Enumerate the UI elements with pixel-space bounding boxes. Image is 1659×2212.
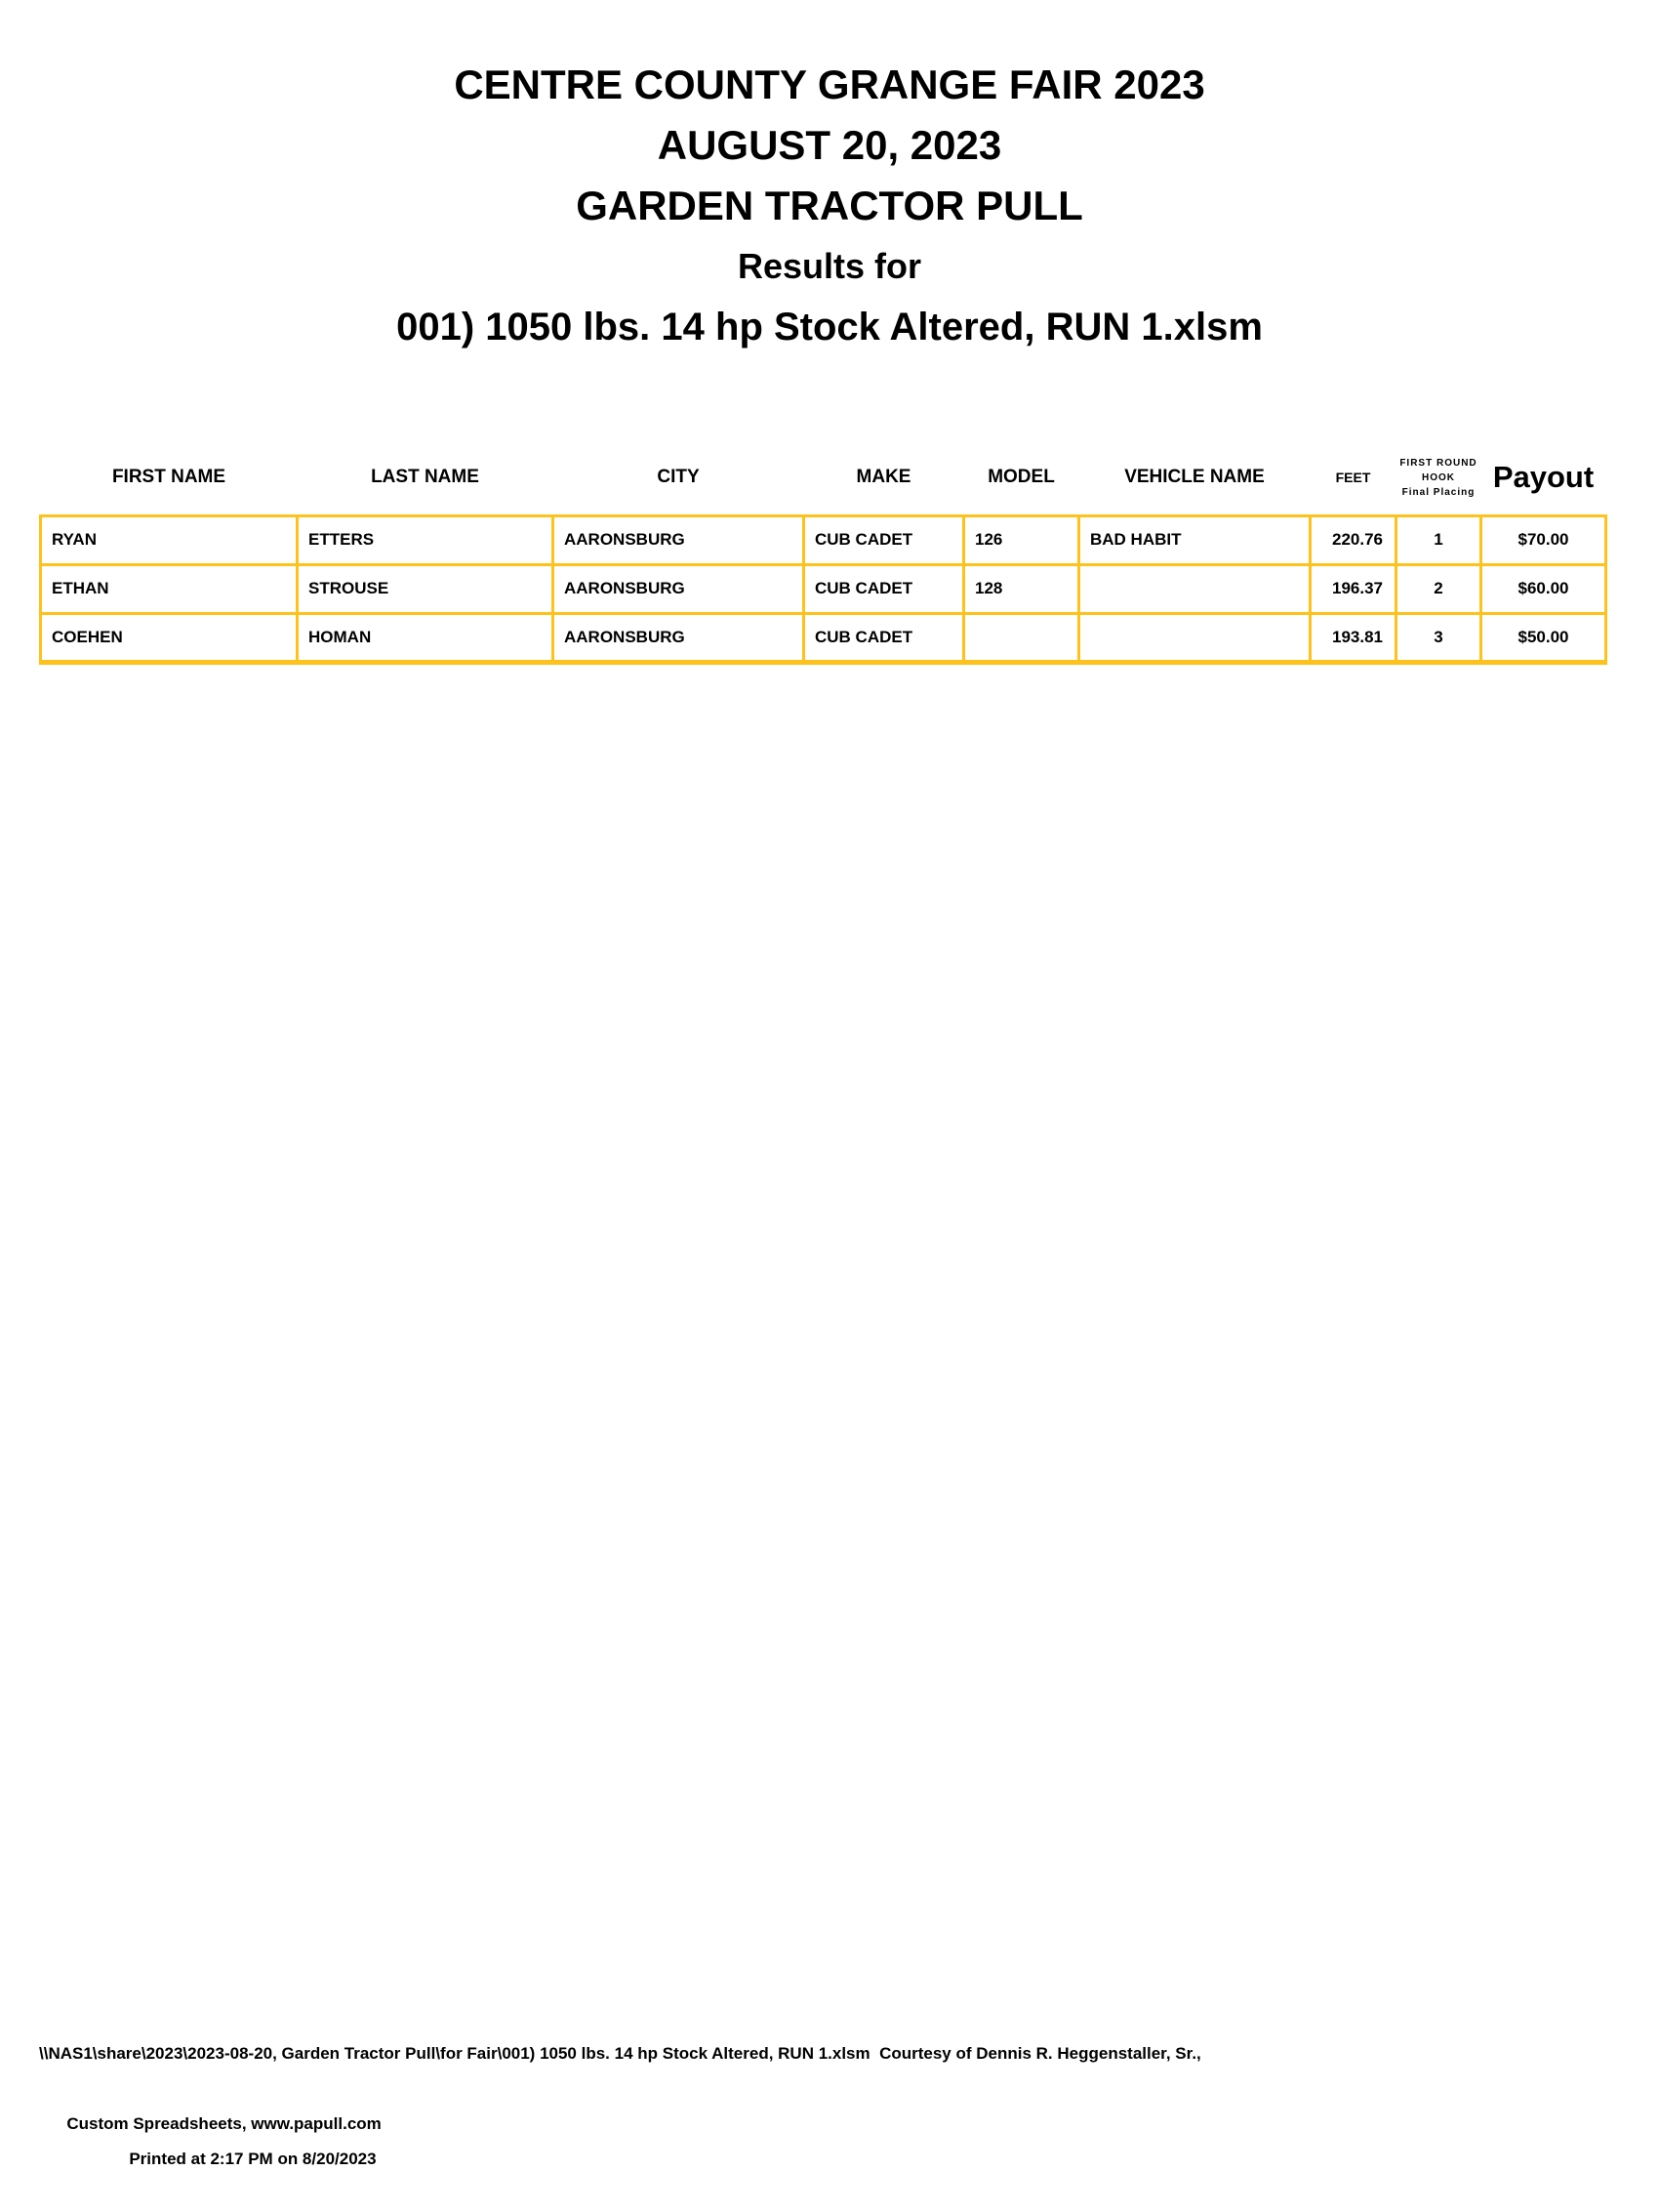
col-header-first-round-hook [1396, 441, 1481, 515]
cell-make: CUB CADET [804, 564, 964, 613]
cell-first-name: ETHAN [41, 564, 298, 613]
col-header-vehicle-name: VEHICLE NAME [1079, 441, 1311, 515]
table-row [41, 613, 1606, 662]
cell-make: CUB CADET [804, 613, 964, 662]
cell-payout: $70.00 [1481, 515, 1606, 564]
report-header [0, 55, 1659, 357]
cell-last-name: HOMAN [298, 613, 553, 662]
report-footer [39, 2036, 1201, 2212]
col-header-payout: Payout [1481, 441, 1606, 515]
cell-last-name: ETTERS [298, 515, 553, 564]
cell-model: 126 [964, 515, 1079, 564]
cell-hook: 2 [1396, 564, 1481, 613]
class-title: 001) 1050 lbs. 14 hp Stock Altered, RUN 1.xlsm [396, 305, 1263, 348]
cell-feet: 193.81 [1311, 613, 1396, 662]
cell-hook: 3 [1396, 613, 1481, 662]
hook-header-line1: FIRST ROUND [1399, 457, 1477, 469]
table-header-row [41, 441, 1606, 515]
cell-first-name: COEHEN [41, 613, 298, 662]
cell-vehicle-name [1079, 613, 1311, 662]
results-table [39, 441, 1607, 665]
cell-city: AARONSBURG [553, 613, 804, 662]
col-header-first-name: FIRST NAME [41, 441, 298, 515]
cell-first-name: RYAN [41, 515, 298, 564]
cell-model: 128 [964, 564, 1079, 613]
fair-title: CENTRE COUNTY GRANGE FAIR 2023 [454, 61, 1205, 107]
event-date: AUGUST 20, 2023 [657, 122, 1002, 168]
event-name: GARDEN TRACTOR PULL [576, 183, 1083, 228]
cell-city: AARONSBURG [553, 564, 804, 613]
col-header-feet: FEET [1311, 441, 1396, 515]
cell-feet: 196.37 [1311, 564, 1396, 613]
col-header-city: CITY [553, 441, 804, 515]
cell-vehicle-name [1079, 564, 1311, 613]
cell-hook: 1 [1396, 515, 1481, 564]
printed-timestamp: Printed at 2:17 PM on 8/20/2023 [129, 2150, 377, 2168]
hook-header-line3: Final Placing [1401, 486, 1476, 498]
publisher-line [39, 2071, 1201, 2212]
cell-model [964, 613, 1079, 662]
col-header-model: MODEL [964, 441, 1079, 515]
cell-last-name: STROUSE [298, 564, 553, 613]
table-row [41, 564, 1606, 613]
hook-header-line2: HOOK [1422, 471, 1455, 483]
cell-city: AARONSBURG [553, 515, 804, 564]
cell-make: CUB CADET [804, 515, 964, 564]
col-header-last-name: LAST NAME [298, 441, 553, 515]
results-label: Results for [737, 246, 922, 286]
file-path-line: \\NAS1\share\2023\2023-08-20, Garden Tractor Pull\for Fair\001) 1050 lbs. 14 hp Stock Altered, RUN 1.xlsm Courtesy of Dennis R. Heggenstaller, Sr., [39, 2044, 1201, 2063]
cell-payout: $50.00 [1481, 613, 1606, 662]
table-row [41, 515, 1606, 564]
publisher-text: Custom Spreadsheets, www.papull.com [66, 2114, 382, 2133]
col-header-make: MAKE [804, 441, 964, 515]
cell-feet: 220.76 [1311, 515, 1396, 564]
cell-vehicle-name: BAD HABIT [1079, 515, 1311, 564]
cell-payout: $60.00 [1481, 564, 1606, 613]
